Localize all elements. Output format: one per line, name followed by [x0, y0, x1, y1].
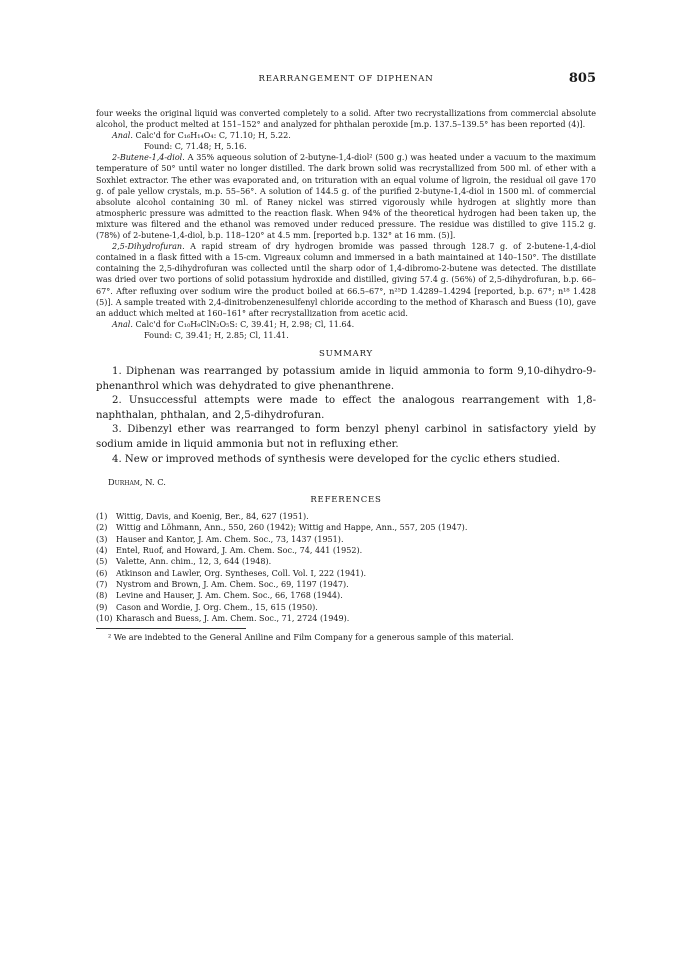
- analysis-calculated-2: [96, 319, 596, 330]
- anal-label: Anal.: [112, 131, 133, 141]
- footnote: ² We are indebted to the General Aniline and Film Company for a generous sample of this material.: [108, 633, 514, 643]
- reference-text: Nystrom and Brown, J. Am. Chem. Soc., 69, 1197 (1947).: [116, 579, 349, 589]
- reference-item: [96, 534, 596, 545]
- reference-text: Valette, Ann. chim., 12, 3, 644 (1948).: [116, 557, 272, 567]
- running-head: [96, 71, 596, 92]
- dihydrofuran-paragraph: [96, 241, 596, 319]
- reference-number: (1): [96, 512, 108, 522]
- reference-number: (5): [96, 557, 108, 567]
- reference-item: [96, 579, 596, 590]
- compound-name-butenediol: 2-Butene-1,4-diol.: [112, 153, 185, 163]
- references-list: [96, 511, 596, 624]
- reference-number: (10): [96, 613, 113, 623]
- footnote-rule: [96, 628, 246, 629]
- reference-number: (8): [96, 591, 108, 601]
- summary-item: 2. Unsuccessful attempts were made to effect the analogous rearrangement with 1,8-naphthalan, phthalan, and 2,5-dihydrofuran.: [96, 395, 596, 421]
- affiliation: Durham, N. C.: [108, 477, 166, 488]
- reference-text: Atkinson and Lawler, Org. Syntheses, Coll. Vol. I, 222 (1941).: [116, 568, 367, 578]
- reference-text: Cason and Wordie, J. Org. Chem., 15, 615 (1950).: [116, 602, 318, 612]
- reference-item: [96, 545, 596, 556]
- anal-label: Anal.: [112, 319, 133, 329]
- summary-item: 4. New or improved methods of synthesis were developed for the cyclic ethers studied.: [112, 453, 561, 465]
- reference-number: (4): [96, 546, 108, 556]
- reference-number: (2): [96, 523, 108, 533]
- reference-text: Wittig and Löhmann, Ann., 550, 260 (1942); Wittig and Happe, Ann., 557, 205 (1947).: [116, 523, 468, 533]
- experimental-section: [96, 108, 596, 341]
- reference-item: [96, 568, 596, 579]
- reference-item: [96, 556, 596, 567]
- butenediol-paragraph: [96, 152, 596, 241]
- reference-item: [96, 590, 596, 601]
- page-number: 805: [568, 71, 596, 86]
- reference-item: [96, 522, 596, 533]
- reference-text: Kharasch and Buess, J. Am. Chem. Soc., 71, 2724 (1949).: [116, 613, 350, 623]
- reference-number: (6): [96, 568, 108, 578]
- references-heading: REFERENCES: [310, 495, 382, 506]
- dihydrofuran-text: A rapid stream of dry hydrogen bromide was passed through 128.7 g. of 2-butene-1,4-diol contained in a flask fitted with a 15-cm. Vigreaux column and immersed in a bath maintained at 140–150°. The distillate containing the 2,5-dihydrofuran was collected until the sharp odor of 1,4-dibromo-2-butene was detected. The distillate was dried over two portions of solid potassium hydroxide and distilled, giving 57.4 g. (56%) of 2,5-dihydrofuran, b.p. 66–67°. After refluxing over sodium wire the product boiled at 66.5–67°, n²⁵D 1.4289–1.4294 [reported, b.p. 67°; n¹⁸ 1.428 (5)]. A sample treated with 2,4-dinitrobenzenesulfenyl chloride according to the method of Kharasch and Buess (10), gave an adduct which melted at 160–161° after recrystallization from acetic acid.: [96, 242, 596, 318]
- summary-heading: SUMMARY: [319, 348, 373, 359]
- reference-item: [96, 602, 596, 613]
- butenediol-text: A 35% aqueous solution of 2-butyne-1,4-diol² (500 g.) was heated under a vacuum to the maximum temperature of 50° until water no longer distilled. The dark brown solid was recrystallized from 500 ml. of ether with a Soxhlet extractor. The ether was evaporated and, on trituration with an equal volume of ligroin, the residual oil gave 170 g. of pale yellow crystals, m.p. 55–56°. A solution of 144.5 g. of the purified 2-butyne-1,4-diol in 1500 ml. of commercial absolute alcohol containing 30 ml. of Raney nickel was stirred vigorously while hydrogen at slightly more than atmospheric pressure was admitted to the reaction flask. When 94% of the theoretical hydrogen had been taken up, the mixture was filtered and the ethanol was removed under reduced pressure. The residue was distilled to give 115.2 g. (78%) of 2-butene-1,4-diol, b.p. 118–120° at 4.5 mm. [reported b.p. 132° at 16 mm. (5)].: [96, 153, 596, 241]
- reference-text: Wittig, Davis, and Koenig, Ber., 84, 627 (1951).: [116, 512, 309, 522]
- running-head-title: REARRANGEMENT OF DIPHENAN: [258, 74, 434, 84]
- reference-number: (9): [96, 602, 108, 612]
- reference-item: [96, 613, 596, 624]
- page: [96, 71, 596, 643]
- analysis-calculated-1: [96, 130, 596, 141]
- reference-text: Hauser and Kantor, J. Am. Chem. Soc., 73, 1437 (1951).: [116, 534, 344, 544]
- paragraph-continued: four weeks the original liquid was converted completely to a solid. After two recrystallizations from commercial absolute alcohol, the product melted at 151–152° and analyzed for phthalan peroxide [m.p. 137.5–139.5° has been reported (4)].: [96, 109, 596, 130]
- anal-text: Calc'd for C₁₆H₁₄O₄: C, 71.10; H, 5.22.: [135, 131, 291, 141]
- analysis-found-2: Found: C, 39.41; H, 2.85; Cl, 11.41.: [144, 330, 289, 340]
- summary-item: 1. Diphenan was rearranged by potassium amide in liquid ammonia to form 9,10-dihydro-9-phenanthrol which was dehydrated to give phenanthrene.: [96, 365, 596, 392]
- compound-name-dihydrofuran: 2,5-Dihydrofuran.: [112, 242, 185, 252]
- reference-number: (7): [96, 579, 108, 589]
- reference-number: (3): [96, 534, 108, 544]
- analysis-found-1: Found: C, 71.48; H, 5.16.: [144, 142, 247, 152]
- anal-text: Calc'd for C₁₀H₉ClN₂O₅S: C, 39.41; H, 2.98; Cl, 11.64.: [135, 319, 355, 329]
- reference-text: Levine and Hauser, J. Am. Chem. Soc., 66, 1768 (1944).: [116, 591, 343, 601]
- reference-text: Entel, Ruof, and Howard, J. Am. Chem. Soc., 74, 441 (1952).: [116, 546, 363, 556]
- summary-list: [96, 365, 596, 467]
- summary-item: 3. Dibenzyl ether was rearranged to form benzyl phenyl carbinol in satisfactory yield by sodium amide in liquid ammonia but not in refluxing ether.: [96, 424, 596, 450]
- reference-item: [96, 511, 596, 522]
